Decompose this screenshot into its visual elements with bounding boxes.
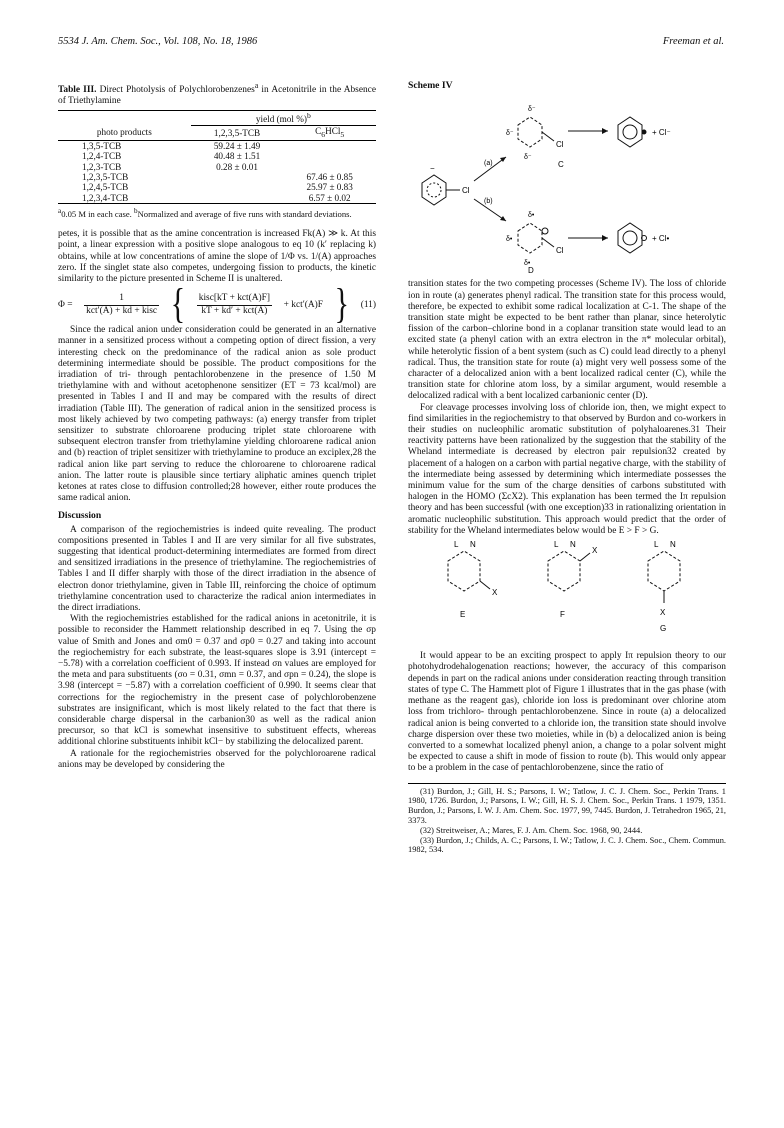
- table-cell: [283, 151, 376, 161]
- svg-text:X: X: [660, 608, 666, 618]
- svg-text:−: −: [430, 164, 435, 174]
- svg-text:δ⁻: δ⁻: [524, 154, 532, 162]
- table-cell: [191, 182, 284, 192]
- svg-text:(b): (b): [484, 198, 493, 206]
- table-row: [58, 182, 376, 192]
- section-heading: Discussion: [58, 510, 102, 522]
- table-caption: [58, 80, 376, 107]
- svg-text:+ Cl•: + Cl•: [652, 234, 670, 244]
- table-cell: 1,2,4-TCB: [82, 151, 122, 162]
- table-cell: [191, 172, 284, 182]
- table-row: [58, 172, 376, 182]
- svg-text:δ⁻: δ⁻: [506, 130, 514, 138]
- col-header-a: 1,2,3,5-TCB: [213, 127, 261, 138]
- table-row: [58, 140, 376, 151]
- svg-text:D: D: [528, 266, 534, 276]
- yield-header: yield (mol %)$^b$: [191, 111, 376, 125]
- table-cell: 59.24 ± 1.49: [213, 140, 261, 151]
- svg-text:δ⁻: δ⁻: [528, 106, 536, 114]
- table-cell: 6.57 ± 0.02: [308, 192, 351, 203]
- col-header-b: $C_6HCl_5$: [315, 125, 345, 139]
- footnote-31: (31) Burdon, J.; Gill, H. S.; Parsons, I. W.; Tatlow, J. C. J. Chem. Soc., Perkin Trans. 1 1980, 1726. Burdon, J.; Parsons, I. W.; Gill, H. S. J. Chem. Soc., Perkin Trans. 1 1979, 1351. Burdon, J.; Parsons, I. W. J. Am. Chem. Soc. 1977, 99, 7445. Burdon, J. Tetrahedron 1965, 21, 3373.: [408, 786, 726, 825]
- svg-text:L: L: [454, 540, 459, 550]
- label-f: F: [560, 610, 565, 620]
- col-header-products: photo products: [96, 127, 152, 138]
- svg-text:Cl: Cl: [556, 140, 564, 150]
- table-cell: 1,2,3,4-TCB: [82, 192, 129, 203]
- table-cell: 1,2,3-TCB: [82, 161, 122, 172]
- svg-text:δ•: δ•: [528, 212, 535, 220]
- footnote-32: (32) Streitweiser, A.; Mares, F. J. Am. Chem. Soc. 1968, 90, 2444.: [420, 825, 643, 835]
- running-header-left: 5534 J. Am. Chem. Soc., Vol. 108, No. 18, 1986: [58, 36, 258, 47]
- table-row: [58, 162, 376, 172]
- table-row: [58, 193, 376, 204]
- paragraph: A comparison of the regiochemistries is indeed quite revealing. The product compositions presented in Tables I and II are very similar for all five substrates, suggesting that identical product-determining intermediates are formed from direct and sensitized irradiations in the presence of triethylamine. The regiochemistries of Tables I and II differ sharply with those of the direct irradiation in the absence of electron donor triethylamine, given in Table III, reinforcing the choice of optimum triethylamine concentration used to characterize the radical anion intermediates in the direct irradiations.: [58, 524, 376, 614]
- table-cell: 25.97 ± 0.83: [306, 182, 353, 193]
- paragraph: With the regiochemistries established for the radical anions in acetonitrile, it is possible to reconsider the Hammett relationship described in eq 7. Using the σp value of Smith and Jones and σm0 = 0.37 and σp0 = 0.27 and taking into account the regiochemistry for each substrate, the least-squares slope is 3.91 (intercept = −5.78) with a correlation coefficient of 0.993. If instead σn values are employed for the meta and para substituents (σo = 0.31, σmn = 0.37, and σpn = 0.24), the slope is 3.98 (intercept = −5.87) with a correlation coefficient of 0.990. It seems clear that corrections for the regiochemistry in the present case of polychlorobenzene substrates are insignificant, which is most likely related to the fact that there is considerable charge dispersal in the carbanion30 as well as the radical anion precursor, so that kCl is somewhat insensitive to substituent effects, whereas additional chlorine substituents inhibit kCl− by stabilizing the delocalized parent.: [58, 614, 376, 748]
- table-cell: [283, 140, 376, 151]
- phenyl-anion-structure: [618, 223, 647, 253]
- svg-text:N: N: [670, 540, 676, 550]
- paragraph: A rationale for the regiochemistries observed for the polychloroarene radical anions may be developed by considering the: [58, 748, 376, 770]
- table-caption-rest: in Acetonitrile in the Absence of Triethylamine: [58, 85, 376, 107]
- label-g: G: [660, 624, 667, 634]
- table-cell: 0.28 ± 0.01: [216, 161, 258, 172]
- running-header-right: Freeman et al.: [662, 36, 724, 47]
- svg-text:X: X: [492, 588, 498, 598]
- paragraph: For cleavage processes involving loss of chloride ion, then, we might expect to find similarities in the regiochemistry to that observed by Burdon and co-workers in their studies on nucleophilic aromatic substitution of polyhaloarenes.31 Their reactivity patterns have been rationalized by the suggestion that the stability of the Wheland intermediate is decreased by electron pair repulsion32 created by placement of a halogen on a carbon with partial negative charge, with the stability of the intermediate being assessed by determining which intermediate possesses the minimum value for the sum of the charge densities of carbons substituted with halogen in the HOMO (ΣcX2). This explanation has been termed the Iπ repulsion theory and has been successful (with one exception)33 in rationalizing orientation in aromatic nucleophilic substitution. This approach would predict that the order of stability for the Wheland intermediates below would be E > F > G.: [408, 402, 726, 536]
- table-cell: [283, 162, 376, 172]
- phenyl-radical-structure: [618, 117, 646, 147]
- right-column: [408, 80, 726, 855]
- paragraph: transition states for the two competing processes (Scheme IV). The loss of chloride ion in route (a) generates phenyl radical. The transition state for this process would, therefore, be expected to exhibit some radical localization at C-1. The shape of the transition state might be expected to be bent rather than planar, since heterolytic fission of the carbon–chlorine bond in a coplanar transition state would lead to an excited state (a phenyl cation with an extra electron in the π* molecular orbital), while heterolytic fission of a bent system (such as C) could lead directly to a phenyl radical. Thus, the transition state for route (a) might very well possess some of the character of a delocalized anion with a bent localized radical center (C), while the transition state for chlorine atom loss, by a similar argument, would resemble a delocalized radical with a bent localized carbanionic center (D).: [408, 279, 726, 402]
- svg-text:L: L: [654, 540, 659, 550]
- equation-11: Φ = $\frac{1}{\text{kct′(A) + kd + kisc}}$ { $\frac{\text{kisc[kT + kct(A)F]}}{\text{kT + kd′ + kct(A)}}$ + kct′(A)F } (11): [58, 281, 376, 328]
- table-cell: 1,2,4,5-TCB: [82, 182, 129, 193]
- svg-text:δ•: δ•: [524, 260, 531, 268]
- paragraph: It would appear to be an exciting prospect to apply Iπ repulsion theory to our photohydrodehalogenation reactions; however, the accuracy of this comparison depends in part on the radical anions under consideration reacting through transition states of type C. The Hammett plot of Figure 1 illustrates that in the gas phase (with methane as the reagent gas), chloride ion loss is predominant over chlorine atom loss from trichloro- through pentachlorobenzene. Since in route (a) a delocalized radical anion is being converted to a chloride ion, the transition state should involve charge dispersion over these two moieties, while in (b) a delocalized anion is being converted to a somewhat localized phenyl anion, a change to a polar solvent might be expected to cause a shift in mode of fission to route (b). This would only appear to be a problem in the case of pentachlorobenzene, since the ratio of: [408, 651, 726, 774]
- table-cell: 67.46 ± 0.85: [306, 172, 353, 183]
- table-footnote: $^a$0.05 M in each case. $^b$Normalized and average of five runs with standard deviations.: [58, 207, 352, 220]
- table-caption-text: Direct Photolysis of Polychlorobenzenes: [96, 85, 255, 96]
- chlorobenzene-structure: [422, 175, 460, 205]
- svg-text:δ•: δ•: [506, 236, 513, 244]
- table-caption-sup: a: [254, 81, 259, 90]
- table-cell: [191, 193, 284, 204]
- table-iii: [58, 110, 376, 204]
- table-row: [58, 151, 376, 161]
- svg-text:(a): (a): [484, 160, 493, 168]
- footnotes: [408, 783, 726, 856]
- label-e: E: [460, 610, 466, 620]
- table-caption-label: Table III.: [58, 85, 97, 96]
- structure-d: [518, 223, 554, 253]
- structure-c: [518, 117, 554, 147]
- svg-text:X: X: [592, 546, 598, 556]
- table-cell: 40.48 ± 1.51: [213, 151, 261, 162]
- footnote-33: (33) Burdon, J.; Childs, A. C.; Parsons, I. W.; Tatlow, J. C. J. Chem. Soc., Chem. Commun. 1982, 534.: [408, 835, 726, 855]
- paragraph: petes, it is possible that as the amine concentration is increased Fk(A) ≫ k. At this point, a linear expression with a positive slope analogous to eq 10 (k′ replacing k) obtains, while at low concentrations of amine the slope of 1/Φ vs. 1/(A) approaches zero. If the singlet state also competes, undergoing fission to products, the kinetic similarity to the picture presented in Scheme II is unaltered.: [58, 229, 376, 284]
- svg-text:C: C: [558, 160, 564, 170]
- table-cell: 1,3,5-TCB: [82, 140, 122, 151]
- scheme-iv-diagram: [408, 95, 726, 275]
- svg-text:N: N: [470, 540, 476, 550]
- wheland-intermediates-diagram: [408, 537, 726, 647]
- paragraph: Since the radical anion under consideration could be generated in an alternative manner in a sensitized process without a competing option of direct fission, a very interesting check on the predominance of the radical anion as sole product determining intermediate should be possible. The product compositions for the irradiation of tri- through pentachlorobenzene in the presence of 1.50 M triethylamine with and without acetophenone sensitizer (ET = 73 kcal/mol) are presented in Tables I and II and may be compared with the results of direct irradiation (Table III). The generation of radical anion in the sensitized process is most likely achieved by two competing pathways: (a) energy transfer from triplet sensitizer to substrate chloroarene producing triplet state chloroarene with subsequent electron transfer from triethylamine yielding chloroarene radical anion and (b) reaction of triplet sensitizer with triethylamine to produce an exciplex,28 the radical anion like part serving to reduce the chloroarene to chloroarene radical anion. The latter route is plausible since tertiary aliphatic amines quench triplet ketones at rates close to diffusion controlled;28 however, either route produces the same radical anion.: [58, 325, 376, 504]
- svg-text:L: L: [554, 540, 559, 550]
- left-column: [58, 80, 376, 771]
- table-cell: 1,2,3,5-TCB: [82, 172, 129, 183]
- svg-text:Cl: Cl: [556, 246, 564, 256]
- scheme-label: Scheme IV: [408, 80, 453, 91]
- svg-text:Cl: Cl: [462, 186, 470, 196]
- svg-text:N: N: [570, 540, 576, 550]
- svg-text:+ Cl⁻: + Cl⁻: [652, 128, 671, 138]
